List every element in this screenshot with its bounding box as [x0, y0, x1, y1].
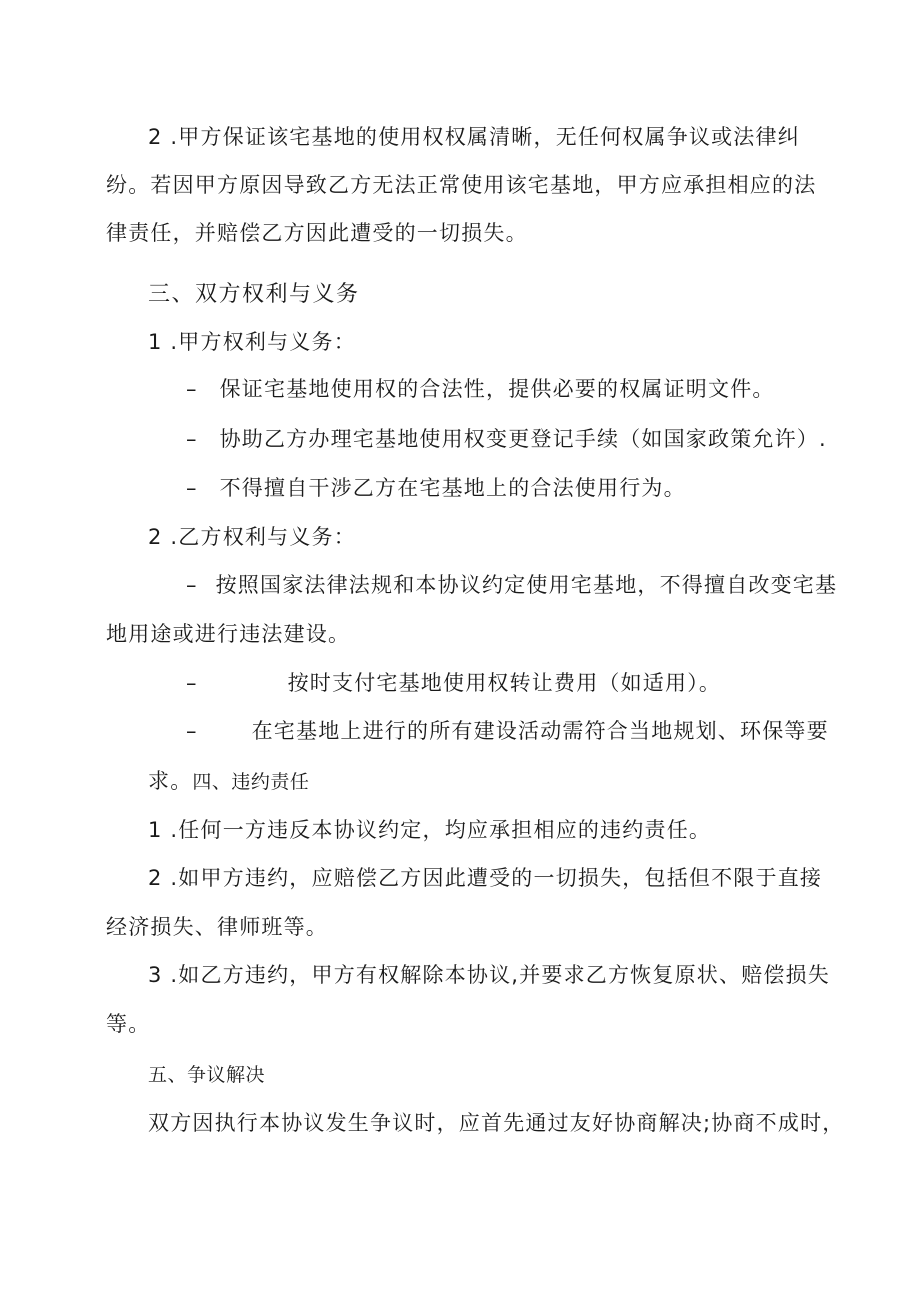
section-heading: 三、双方权利与义务 [148, 282, 360, 307]
paragraph-line: 3 .如乙方违约，甲方有权解除本协议,并要求乙方恢复原状、赔偿损失 [148, 963, 830, 987]
list-item-text: 协助乙方办理宅基地使用权变更登记手续（如国家政策允许）. [219, 427, 827, 451]
paragraph-line: 等。 [106, 1012, 151, 1036]
paragraph-line: 1 .任何一方违反本协议约定，均应承担相应的违约责任。 [148, 818, 712, 842]
list-item-continuation: 地用途或进行违法建设。 [106, 622, 351, 646]
subsection-title: 2 .乙方权利与义务： [148, 525, 356, 549]
section-heading: 五、争议解决 [148, 1064, 266, 1086]
dash-marker: – [186, 476, 198, 500]
list-item-text: 保证宅基地使用权的合法性，提供必要的权属证明文件。 [219, 377, 775, 401]
paragraph-line: 经济损失、律师班等。 [106, 915, 328, 939]
dash-marker: – [186, 377, 198, 401]
list-item [186, 668, 721, 698]
paragraph-line: 纷。若因甲方原因导致乙方无法正常使用该宅基地，甲方应承担相应的法 [106, 173, 817, 197]
dash-marker: – [186, 719, 198, 743]
list-item [186, 570, 837, 600]
dash-marker: – [186, 427, 198, 451]
dash-marker: – [186, 671, 198, 695]
dash-marker: – [186, 573, 198, 597]
list-item [186, 424, 827, 454]
list-item [186, 473, 686, 503]
paragraph-line: 2 .如甲方违约，应赔偿乙方因此遭受的一切损失，包括但不限于直接 [148, 866, 823, 890]
list-item-text: 按照国家法律法规和本协议约定使用宅基地，不得擅自改变宅基 [215, 573, 838, 597]
list-item-text: 不得擅自干涉乙方在宅基地上的合法使用行为。 [219, 476, 686, 500]
subsection-title: 1 .甲方权利与义务： [148, 330, 356, 354]
list-item-text: 在宅基地上进行的所有建设活动需符合当地规划、环保等要 [251, 719, 829, 743]
paragraph-line: 2 .甲方保证该宅基地的使用权权属清晰，无任何权属争议或法律纠 [148, 125, 800, 149]
paragraph-line: 律责任，并赔偿乙方因此遭受的一切损失。 [106, 221, 528, 245]
list-item [186, 374, 775, 404]
list-item-text: 按时支付宅基地使用权转让费用（如适用）。 [287, 671, 722, 695]
section-heading: 四、违约责任 [192, 771, 310, 793]
list-item [186, 716, 829, 746]
paragraph-line: 双方因执行本协议发生争议时，应首先通过友好协商解决;协商不成时， [148, 1111, 845, 1135]
list-item-continuation: 求。 [148, 769, 193, 793]
mixed-line [148, 766, 309, 797]
